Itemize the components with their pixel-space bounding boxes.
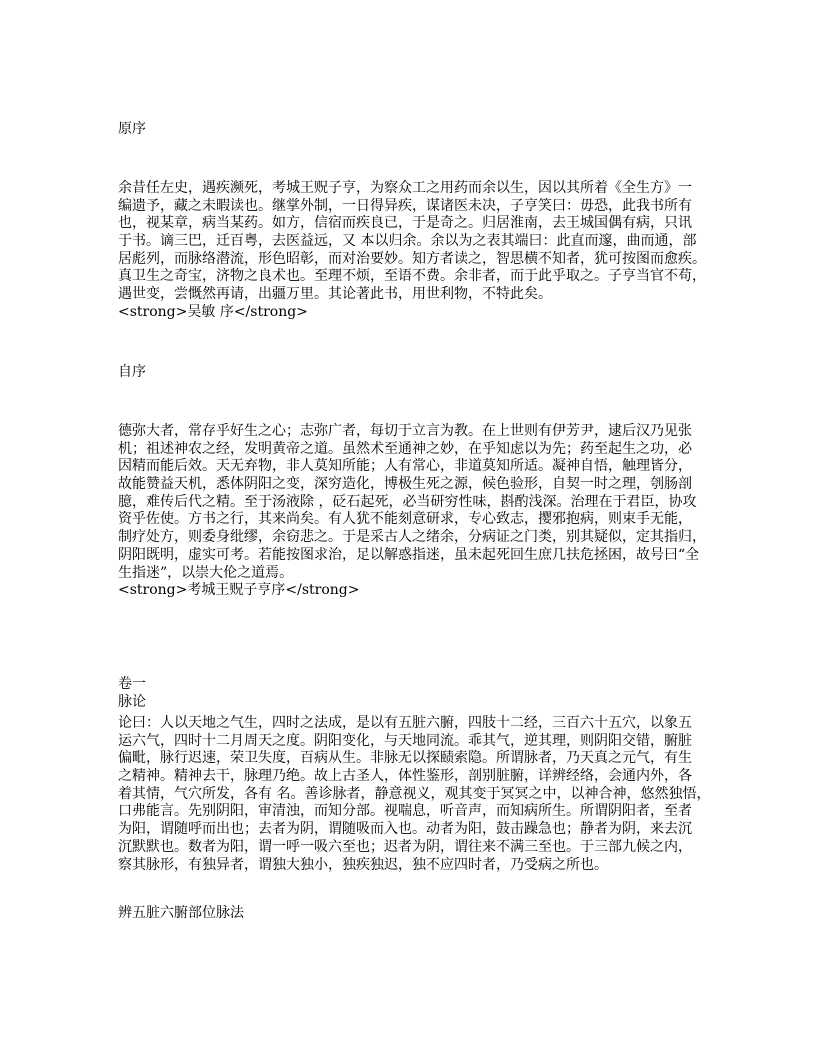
text-line: 资乎佐使。方书之行，其来尚矣。有人犹不能刻意研求，专心致志，撄邪抱病，则束手无能， [118, 511, 692, 528]
text-line: 察其脉形，有独异者，谓独大独小，独疾独迟，独不应四时者，乃受病之所也。 [118, 856, 608, 873]
text-line: 之精神。精神去干，脉理乃绝。故上古圣人，体性鉴形，剖别脏腑，详辨经络，会通内外，各 [118, 768, 692, 785]
text-line: 论曰：人以天地之气生，四时之法成，是以有五脏六腑，四肢十二经，三百六十五穴，以象五 [118, 715, 692, 731]
text-line: 因精而能后效。天无弃物，非人莫知所能；人有常心，非道莫知所适。凝神自悟，触理皆分， [118, 458, 692, 475]
text-line: 于书。谪三巴，迁百粤，去医益远，又 本以归余。余以为之表其端曰：此直而邃，曲而通，部 [118, 233, 697, 250]
text-line: 余昔任左史，遇疾濒死，考城王贶子亨，为察众工之用药而余以生，因以其所着《全生方》一 [118, 180, 692, 196]
text-line: 沉默默也。数者为阳，谓一呼一吸六至也；迟者为阴，谓往来不满三至也。于三部九候之内， [118, 838, 692, 855]
heading-author-preface: 自序 [118, 364, 146, 380]
pulse-theory-paragraph [118, 715, 718, 874]
preface-paragraph [118, 180, 718, 322]
text-line: 真卫生之奇宝，济物之良术也。至理不烦，至语不费。余非者，而于此乎取之。子亨当官不苟， [118, 268, 706, 285]
heading-volume-one: 卷一 [118, 676, 146, 692]
text-line: 德弥大者，常存乎好生之心；志弥广者，每切于立言为教。在上世则有伊芳尹，逮后汉乃见张 [118, 423, 692, 439]
heading-preface: 原序 [118, 121, 146, 137]
text-line: 臆，难传后代之精。至于汤液除 ，砭石起死，必当研穷性味，斟酌浅深。治理在于君臣，协攻 [118, 493, 697, 510]
heading-organ-pulse-method: 辨五脏六腑部位脉法 [118, 905, 244, 921]
text-line: 着其情，气穴所发，各有 名。善诊脉者，静意视义，观其变于冥冥之中，以神合神，悠然独悟， [118, 785, 711, 802]
text-line: 为阳，谓随呼而出也；去者为阴，谓随吸而入也。动者为阳，鼓击躁急也；静者为阴，来去沉 [118, 821, 692, 838]
text-line: 阴阳既明，虚实可考。若能按图求治，足以解惑指迷，虽未起死回生庶几扶危拯困，故号曰“全 [118, 546, 700, 563]
text-line: 故能赞益天机，悉体阴阳之变，深穷造化，博极生死之源，候色验形，自契一时之理，刳肠剖 [118, 476, 692, 493]
text-line: 遇世变，尝慨然再请，出疆万里。其论著此书，用世利物，不特此矣。 [118, 286, 552, 303]
heading-pulse-theory: 脉论 [118, 694, 146, 710]
signature-line: <strong>考城王贶子亨序</strong> [118, 582, 360, 599]
text-line: 编遗予，藏之未暇读也。继掌外制，一日得异疾，谋诸医未决，子亨笑曰：毋恐，此我书所有 [118, 197, 692, 214]
text-line: 也，视某章，病当某药。如方，信宿而疾良已，于是奇之。归居淮南，去王城国偶有病，只讯 [118, 215, 692, 232]
author-preface-paragraph [118, 423, 718, 600]
text-line: 机；祖述神农之经，发明黄帝之道。虽然术至通神之妙，在乎知虑以为先；药至起生之功，必 [118, 440, 692, 457]
signature-line: <strong>吴敏 序</strong> [118, 303, 308, 320]
text-line: 制疗处方，则委身纰缪，余窃悲之。于是采古人之绪余，分病证之门类，别其疑似，定其指归， [118, 529, 706, 546]
text-line: 运六气，四时十二月周天之度。阴阳变化，与天地同流。乖其气，逆其理，则阴阳交错，腑脏 [118, 732, 692, 749]
text-line: 口弗能言。先别阴阳，审清浊，而知分部。视喘息，听音声，而知病所生。所谓阴阳者，至者 [118, 803, 692, 820]
text-line: 生指迷”，以崇大伦之道焉。 [118, 564, 294, 581]
text-line: 居彪列，而脉络潜流，形色昭彰，而对治要妙。知方者读之，智思横不知者，犹可按图而愈疾。 [118, 250, 706, 267]
text-line: 偏毗，脉行迟速，荣卫失度，百病从生。非脉无以探赜索隐。所谓脉者，乃天真之元气，有生 [118, 750, 692, 767]
